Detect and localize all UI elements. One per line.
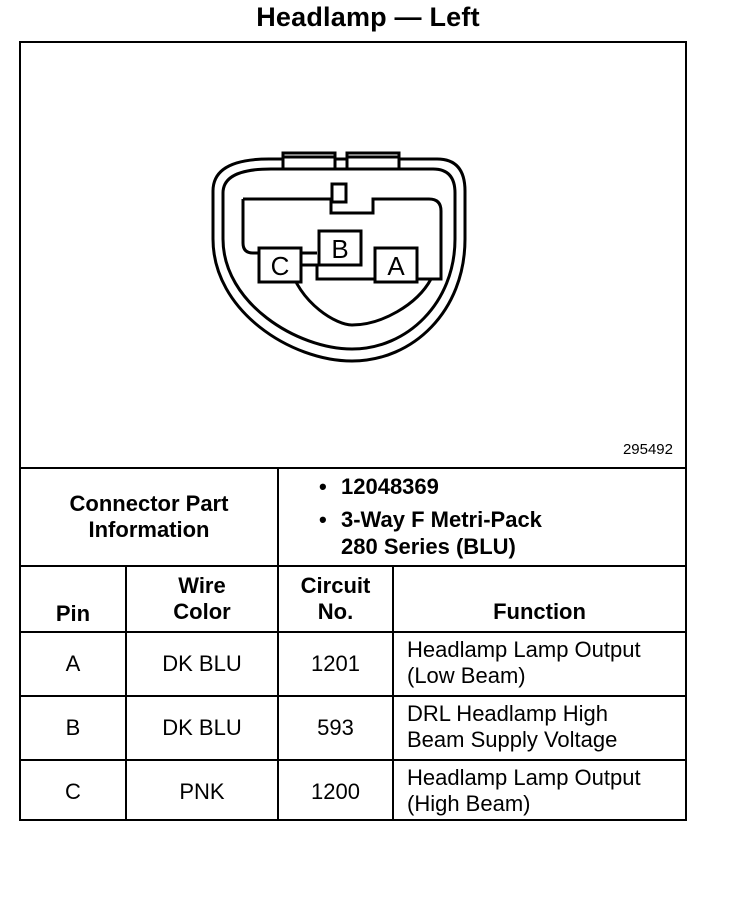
header-circuit <box>279 573 392 625</box>
row-a-function <box>407 637 685 689</box>
pin-label-a: A <box>387 251 405 281</box>
header-circuit-line1: Circuit <box>300 573 371 598</box>
figure-reference-number: 295492 <box>622 441 673 458</box>
connector-face-drawing <box>21 43 685 469</box>
connector-info-label-line1: Connector Part <box>69 491 229 516</box>
connector-info-label <box>21 491 277 543</box>
latch-tab-right <box>347 153 399 169</box>
connector-diagram <box>21 43 685 469</box>
divider <box>21 695 685 697</box>
header-function: Function <box>493 599 586 624</box>
divider <box>277 467 279 821</box>
row-c-circuit: 1200 <box>311 779 360 804</box>
row-c-pin: C <box>65 779 81 804</box>
connector-info-list <box>319 473 542 560</box>
key-notch <box>332 184 346 202</box>
header-wire-color <box>127 573 277 625</box>
row-b-function-line2: Beam Supply Voltage <box>407 727 618 752</box>
connector-type: • 3-Way F Metri-Pack <box>319 506 542 533</box>
row-c-function-line1: Headlamp Lamp Output <box>407 765 641 790</box>
header-wire-color-line1: Wire <box>178 573 226 598</box>
row-c-function <box>407 765 685 817</box>
page-title: Headlamp — Left <box>256 2 480 32</box>
row-b-pin: B <box>65 715 81 740</box>
connector-series: 280 Series (BLU) <box>341 534 516 559</box>
header-wire-color-line2: Color <box>173 599 231 624</box>
row-c-function-line2: (High Beam) <box>407 791 531 816</box>
connector-sheet <box>19 41 687 821</box>
header-pin: Pin <box>55 601 91 626</box>
row-a-function-line2: (Low Beam) <box>407 663 526 688</box>
row-a-circuit: 1201 <box>311 651 360 676</box>
row-b-circuit: 593 <box>317 715 354 740</box>
row-b-function-line1: DRL Headlamp High <box>407 701 608 726</box>
part-number: • 12048369 <box>319 473 542 500</box>
row-b-wire-color: DK BLU <box>162 715 242 740</box>
row-a-wire-color: DK BLU <box>162 651 242 676</box>
row-a-pin: A <box>65 651 81 676</box>
latch-tab-left <box>283 153 335 169</box>
header-circuit-line2: No. <box>317 599 354 624</box>
pin-label-b: B <box>331 234 349 264</box>
pin-label-c: C <box>270 251 290 281</box>
row-a-function-line1: Headlamp Lamp Output <box>407 637 641 662</box>
row-c-wire-color: PNK <box>179 779 225 804</box>
divider <box>21 565 685 567</box>
divider <box>21 631 685 633</box>
connector-info-label-line2: Information <box>88 517 210 542</box>
divider <box>21 759 685 761</box>
row-b-function <box>407 701 685 753</box>
divider <box>21 467 685 469</box>
